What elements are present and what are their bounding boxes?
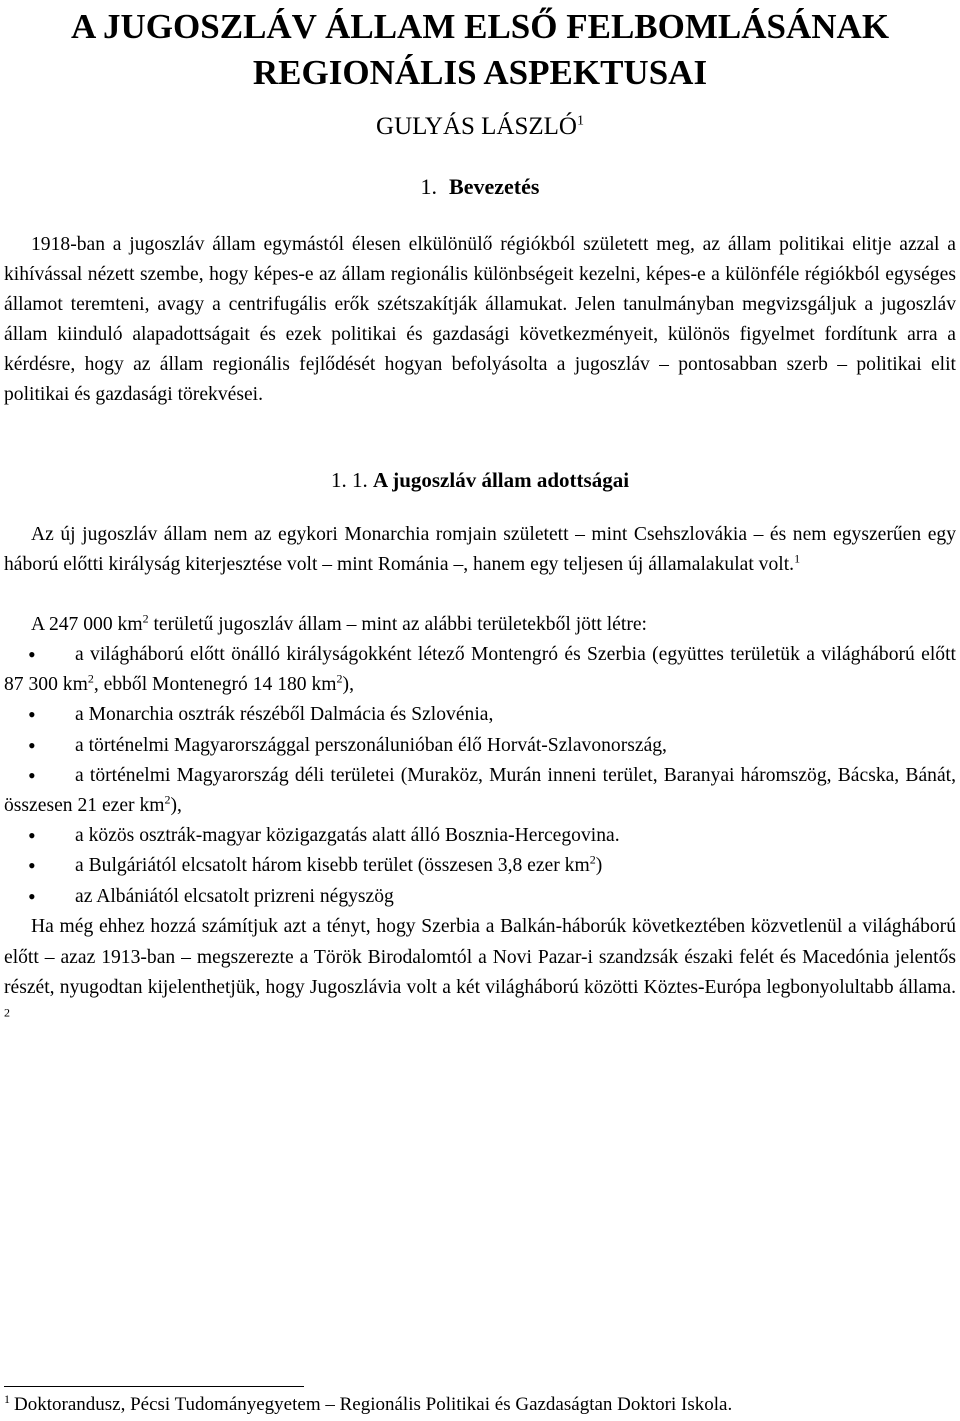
bullet-icon: •	[28, 762, 36, 788]
bullet-icon: •	[28, 883, 36, 909]
subsection-heading	[0, 465, 960, 495]
area-line-end: területű jugoszláv állam – mint az alábbi területekből jött létre:	[148, 614, 647, 635]
list-item	[4, 851, 956, 881]
introduction-paragraph: 1918-ban a jugoszláv állam egymástól élesen elkülönülő régiókból született meg, az állam politikai elitje azzal a kihívással nézett szembe, hogy képes-e az állam regionális különbségeit kezelni, képes-e a különféle régiókból egységes államot teremteni, avagy a centrifugális erők szétszakítják államukat. Jelen tanulmányban megvizsgáljuk a jugoszláv állam kiinduló alapadottságait és ezek politikai és gazdasági következményeit, különös figyelmet fordítunk arra a kérdésre, hogy az állam regionális fejlődését hogyan befolyásolta a jugoszláv – pontosabban szerb – politikai elit politikai és gazdasági törekvései.	[4, 234, 956, 405]
footnote	[4, 1392, 956, 1418]
list-item-text: )	[595, 855, 603, 877]
area-superscript: 2	[142, 611, 149, 626]
superscript: 2	[589, 852, 596, 867]
list-item	[4, 700, 956, 730]
territory-list	[4, 640, 956, 912]
area-line	[31, 610, 956, 640]
list-item-text: a történelmi Magyarország déli területei (Muraköz, Murán inneni terület, Baranyai háromszög, Bácska, Bánát, összesen 21 ezer km	[4, 764, 956, 817]
list-item-text: a történelmi Magyarországgal perszonálunióban élő Horvát-Szlavonország,	[75, 734, 667, 756]
bullet-icon: •	[28, 702, 36, 728]
area-line-start: A 247 000 km	[31, 614, 143, 635]
superscript: 2	[87, 671, 94, 686]
list-item	[4, 731, 956, 761]
title-line-2: REGIONÁLIS ASPEKTUSAI	[252, 53, 708, 92]
title-line-1: A JUGOSZLÁV ÁLLAM ELSŐ FELBOMLÁSÁNAK	[70, 7, 890, 46]
superscript: 2	[164, 792, 171, 807]
footnote-ref-2: 2	[4, 1005, 10, 1020]
bullet-icon: •	[28, 642, 36, 667]
list-item	[4, 640, 956, 700]
footnote-number: 1	[4, 1391, 10, 1406]
state-origin-paragraph	[4, 520, 956, 580]
bullet-icon: •	[28, 853, 36, 879]
list-item	[4, 821, 956, 851]
author-line	[0, 110, 960, 144]
footnote-text: Doktorandusz, Pécsi Tudományegyetem – Regionális Politikai és Gazdaságtan Doktori Iskola.	[14, 1394, 733, 1415]
conclusion-text: Ha még ehhez hozzá számítjuk azt a tényt, hogy Szerbia a Balkán-háborúk következtében közvetlenül a világháború előtt – azaz 1913-ban – megszerezte a Török Birodalomtól a Novi Pazar-i szandzsák északi felét és Macedónia jelentős részét, nyugodtan kijelenthetjük, hogy Jugoszlávia volt a két világháború közötti Köztes-Európa legbonyolultabb állama.	[4, 916, 956, 999]
list-item-text: ),	[342, 674, 354, 696]
subsection-number: 1. 1.	[330, 468, 368, 492]
subsection-title: A jugoszláv állam adottságai	[372, 468, 630, 492]
list-item-text: a Bulgáriától elcsatolt három kisebb terület (összesen 3,8 ezer km	[75, 855, 590, 877]
bullet-icon: •	[28, 823, 36, 849]
list-item-text: a világháború előtt önálló királyságokként létező Montengró és Szerbia (együttes területük a világháború előtt 87 300 km	[4, 644, 956, 696]
bullet-icon: •	[28, 732, 36, 758]
list-item	[4, 882, 956, 912]
section-heading-introduction	[0, 172, 960, 202]
section-number: 1.	[420, 174, 438, 199]
author-name: GULYÁS LÁSZLÓ	[376, 113, 577, 140]
list-item-text: az Albániától elcsatolt prizreni négyszög	[75, 885, 394, 907]
author-footnote-ref: 1	[576, 113, 584, 129]
document-title	[0, 4, 960, 96]
state-origin-text: Az új jugoszláv állam nem az egykori Monarchia romjain született – mint Csehszlovákia – és nem egyszerűen egy háború előtti királyság kiterjesztése volt – mint Románia –, hanem egy teljesen új államalakulat volt.	[4, 524, 956, 576]
list-item-text: a Monarchia osztrák részéből Dalmácia és Szlovénia,	[75, 704, 494, 726]
section-title: Bevezetés	[449, 174, 540, 199]
list-item-text: a közös osztrák-magyar közigazgatás alatt álló Bosznia-Hercegovina.	[75, 825, 620, 847]
superscript: 2	[336, 671, 343, 686]
list-item-text: ),	[170, 795, 182, 817]
footnote-ref-1: 1	[794, 551, 801, 566]
list-item-text: , ebből Montenegró 14 180 km	[93, 674, 337, 696]
list-item	[4, 761, 956, 821]
conclusion-paragraph	[4, 912, 956, 1034]
footnote-divider	[4, 1386, 304, 1387]
